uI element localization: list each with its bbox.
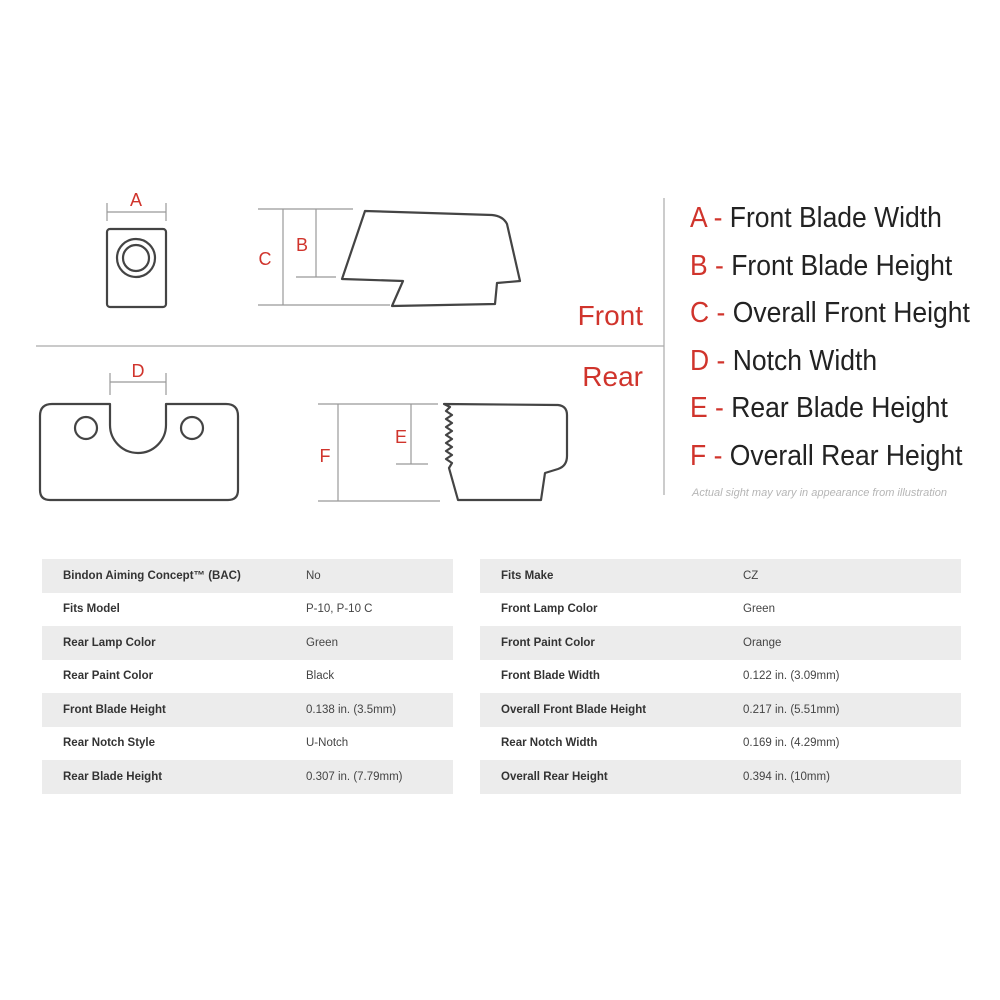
dim-label-e: E bbox=[394, 427, 408, 447]
table-row bbox=[480, 660, 961, 694]
table-row bbox=[480, 626, 961, 660]
spec-value: 0.307 in. (7.79mm) bbox=[306, 770, 403, 783]
spec-value: Orange bbox=[743, 636, 782, 649]
spec-label: Rear Notch Style bbox=[63, 737, 156, 750]
spec-value: CZ bbox=[743, 569, 759, 582]
front-sight-side-view bbox=[258, 209, 643, 331]
spec-value: 0.169 in. (4.29mm) bbox=[743, 737, 840, 750]
dim-label-a: A bbox=[129, 190, 143, 210]
dim-label-b: B bbox=[295, 235, 309, 255]
legend-letter: C bbox=[690, 297, 710, 329]
rear-sight-side-view bbox=[318, 361, 643, 501]
spec-label: Overall Rear Height bbox=[501, 770, 608, 783]
legend-letter: B bbox=[690, 249, 708, 282]
table-row bbox=[42, 660, 453, 694]
spec-label: Front Blade Width bbox=[501, 670, 600, 683]
dim-label-f: F bbox=[319, 446, 331, 466]
spec-value: 0.138 in. (3.5mm) bbox=[306, 703, 397, 716]
dimension-legend bbox=[690, 196, 991, 481]
table-row bbox=[42, 559, 453, 593]
legend-label: Rear Blade Height bbox=[731, 392, 948, 424]
dim-label-d: D bbox=[131, 361, 145, 381]
legend-item-e: E - Rear Blade Height bbox=[690, 392, 948, 424]
illustration-disclaimer: Actual sight may vary in appearance from illustration bbox=[692, 487, 947, 499]
spec-label: Bindon Aiming Concept™ (BAC) bbox=[63, 569, 241, 582]
legend-label: Notch Width bbox=[732, 344, 878, 377]
table-row bbox=[480, 559, 961, 593]
spec-table-right bbox=[480, 559, 961, 794]
legend-item-f: F - Overall Rear Height bbox=[690, 439, 963, 472]
spec-label: Front Blade Height bbox=[63, 703, 166, 716]
table-row bbox=[42, 626, 453, 660]
legend-label: Front Blade Width bbox=[729, 202, 942, 234]
legend-item-b: B - Front Blade Height bbox=[690, 249, 953, 282]
spec-value: P-10, P-10 C bbox=[306, 603, 373, 616]
table-row bbox=[42, 727, 453, 761]
spec-label: Front Lamp Color bbox=[501, 603, 598, 616]
legend-letter: A bbox=[690, 202, 707, 234]
dim-label-c: C bbox=[258, 249, 272, 269]
spec-table-left bbox=[42, 559, 453, 794]
spec-value: 0.394 in. (10mm) bbox=[743, 770, 830, 783]
legend-label: Front Blade Height bbox=[731, 249, 953, 282]
front-sight-end-view bbox=[107, 190, 166, 307]
rear-section-label: Rear bbox=[582, 361, 643, 392]
legend-letter: E bbox=[690, 392, 708, 424]
table-row bbox=[480, 593, 961, 627]
spec-label: Rear Paint Color bbox=[63, 670, 154, 683]
spec-value: U-Notch bbox=[306, 737, 349, 750]
spec-label: Rear Blade Height bbox=[63, 770, 163, 783]
legend-letter: F bbox=[690, 439, 707, 472]
spec-label: Fits Model bbox=[63, 603, 120, 616]
legend-label: Overall Front Height bbox=[732, 297, 970, 329]
table-row bbox=[480, 727, 961, 761]
legend-item-c: C - Overall Front Height bbox=[690, 297, 970, 329]
table-row bbox=[42, 760, 453, 794]
spec-value: No bbox=[306, 569, 321, 582]
table-row bbox=[42, 693, 453, 727]
legend-letter: D bbox=[690, 344, 710, 377]
spec-label: Fits Make bbox=[501, 569, 554, 582]
spec-value: Green bbox=[306, 636, 338, 649]
spec-value: 0.122 in. (3.09mm) bbox=[743, 670, 840, 683]
table-row bbox=[42, 593, 453, 627]
spec-value: Green bbox=[743, 603, 775, 616]
rear-sight-end-view bbox=[40, 361, 238, 500]
legend-label: Overall Rear Height bbox=[729, 439, 963, 472]
spec-label: Rear Lamp Color bbox=[63, 636, 156, 649]
spec-label: Front Paint Color bbox=[501, 636, 595, 649]
table-row bbox=[480, 760, 961, 794]
spec-value: 0.217 in. (5.51mm) bbox=[743, 703, 840, 716]
spec-label: Rear Notch Width bbox=[501, 737, 598, 750]
legend-item-d: D - Notch Width bbox=[690, 344, 878, 377]
spec-label: Overall Front Blade Height bbox=[501, 703, 647, 716]
table-row bbox=[480, 693, 961, 727]
legend-item-a: A - Front Blade Width bbox=[690, 202, 942, 234]
front-section-label: Front bbox=[577, 300, 643, 331]
spec-value: Black bbox=[306, 670, 335, 683]
